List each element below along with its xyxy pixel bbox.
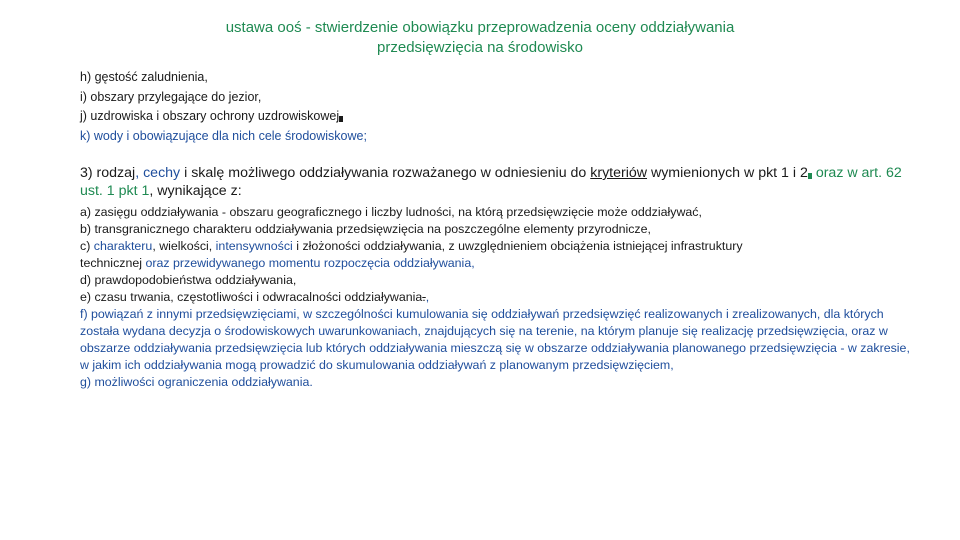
heading-part-7: , wynikające z:	[149, 182, 242, 199]
title-line-1: ustawa ooś - stwierdzenie obowiązku przeprowadzenia oceny oddziaływania	[225, 19, 735, 36]
item-c-part: charakteru	[93, 239, 153, 253]
item-a: a) zasięgu oddziaływania - obszaru geograficznego i liczby ludności, na którą przedsięwzięcie może oddziaływać,	[80, 205, 702, 219]
heading-part-6: oraz w art. 62 ust. 1 pkt 1	[80, 165, 902, 199]
item-c	[80, 238, 910, 272]
item-i: i) obszary przylegające do jezior,	[80, 89, 262, 104]
item-e	[80, 289, 910, 306]
heading-part-5: wymienionych w pkt 1 i 2	[647, 165, 808, 181]
heading-part-3: i skalę możliwego oddziaływania rozważanego w odniesieniu do	[180, 165, 591, 181]
item-e-text: e) czasu trwania, częstotliwości i odwracalności oddziaływania	[80, 290, 423, 304]
item-d: d) prawdopodobieństwa oddziaływania,	[80, 273, 297, 287]
item-e-inserted: ,	[425, 290, 430, 304]
item-f: f) powiązań z innymi przedsięwzięciami, w szczególności kumulowania się oddziaływań przedsięwzięć realizowanych i zrealizowanych, dla których została wydana decyzja o środowiskowych uwarunkowaniach, znajdujących się na terenie, na którym planuje się realizację przedsięwzięcia, oraz w obszarze oddziaływania przedsięwzięcia lub których oddziaływania mieszczą się w obszarze oddziaływania planowanego przedsięwzięcia - w zakresie, w jakim ich oddziaływania mogą prowadzić do skumulowania oddziaływań z planowanym przedsięwzięciem,	[80, 307, 910, 372]
item-h: h) gęstość zaludnienia,	[80, 70, 208, 84]
point-3-list	[80, 204, 910, 391]
item-j	[80, 107, 900, 127]
item-j-text: j) uzdrowiska i obszary ochrony uzdrowiskowej	[80, 109, 340, 124]
item-c-prefix: c)	[80, 239, 94, 253]
item-e-deleted: .	[422, 290, 426, 304]
item-c-part: technicznej	[80, 256, 146, 270]
heading-part-1: 3) rodzaj	[80, 165, 136, 181]
heading-part-2: , cechy	[135, 165, 181, 181]
criteria-list-h-k	[80, 68, 900, 146]
title-line-2: przedsięwzięcia na środowisko	[377, 39, 583, 56]
item-b: b) transgranicznego charakteru oddziaływania przedsięwzięcia na poszczególne elementy przyrodnicze,	[80, 222, 651, 236]
item-c-part: , wielkości,	[152, 239, 216, 253]
item-g: g) możliwości ograniczenia oddziaływania.	[80, 375, 313, 389]
item-k: k) wody i obowiązujące dla nich cele środowiskowe;	[80, 128, 367, 143]
item-c-part: i złożoności oddziaływania, z uwzględnieniem obciążenia istniejącej infrastruktury	[292, 239, 743, 253]
point-3-heading	[80, 165, 910, 200]
edit-marker	[339, 116, 343, 122]
item-c-part: oraz przewidywanego momentu rozpoczęcia oddziaływania,	[145, 256, 475, 270]
heading-part-4: kryteriów	[590, 165, 648, 181]
page-title	[80, 18, 880, 58]
item-c-part: intensywności	[215, 239, 293, 253]
